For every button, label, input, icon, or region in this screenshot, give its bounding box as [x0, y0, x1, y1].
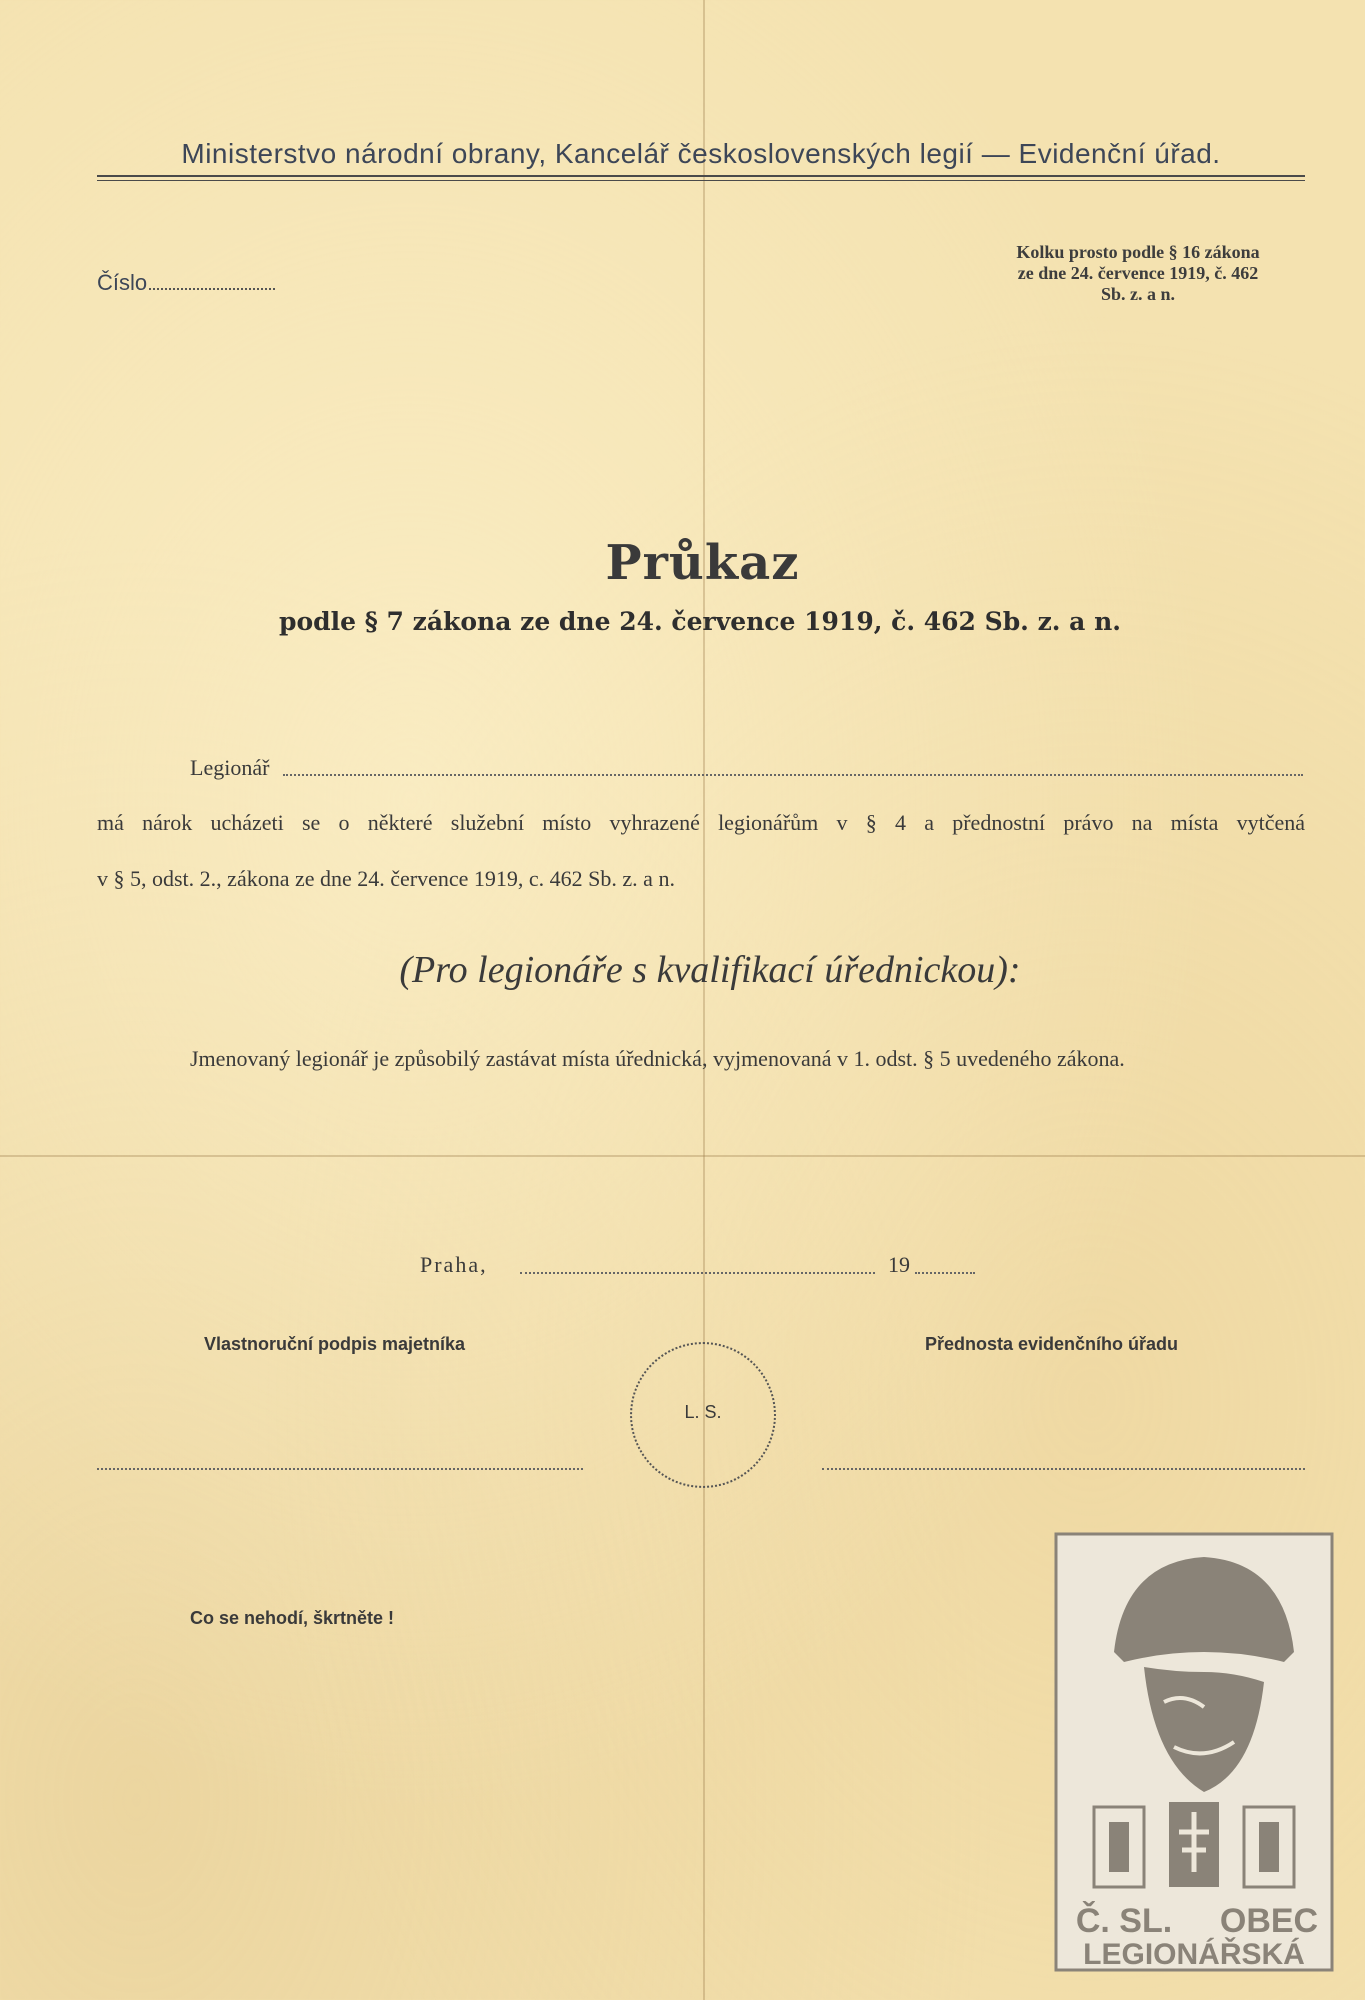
stamp-exemption-note [968, 242, 1308, 305]
owner-signature-label: Vlastnoruční podpis majetníka [204, 1334, 466, 1354]
stamp-note-line: Kolku prosto podle § 16 zákona [1016, 242, 1260, 262]
qualification-heading: (Pro legionáře s kvalifikací úřednickou): [399, 949, 1021, 991]
stamp-note-line: ze dne 24. července 1919, č. 462 [1017, 263, 1259, 283]
date-blank-line [520, 1272, 875, 1274]
document-title: Průkaz [605, 535, 800, 591]
qualification-text: Jmenovaný legionář je způsobilý zastávat místa úřednická, vyjmenovaná v 1. odst. § 5 uvedeného zákona. [190, 1046, 1125, 1071]
year-prefix: 19 [888, 1252, 910, 1277]
fold-crease-horizontal [0, 1155, 1365, 1157]
number-label: Číslo [97, 270, 148, 295]
number-field [97, 270, 275, 296]
legion-watermark-logo [1054, 1532, 1334, 1972]
legionar-blank-line [283, 774, 1303, 776]
strike-instruction: Co se nehodí, škrtněte ! [190, 1608, 395, 1628]
fold-crease-vertical [703, 0, 705, 2000]
header-rule-thin [97, 180, 1305, 181]
document-subtitle: podle § 7 zákona ze dne 24. července 1919, č. 462 Sb. z. a n. [279, 607, 1121, 636]
owner-signature-line [97, 1468, 583, 1470]
watermark-line3: LEGIONÁŘSKÁ [1083, 1938, 1305, 1971]
watermark-line2: OBEC [1219, 1902, 1319, 1940]
place-label: Praha, [420, 1252, 488, 1277]
year-blank-line [915, 1272, 975, 1274]
watermark-line1: Č. SL. [1075, 1902, 1173, 1940]
stamp-note-line: Sb. z. a n. [1100, 284, 1176, 304]
entitlement-paragraph: má nárok ucházeti se o některé služební místo vyhrazené legionářům v § 4 a přednostní právo na místa vytčená [97, 810, 1305, 835]
header-rule [97, 175, 1305, 177]
legionar-label: Legionář [190, 755, 270, 780]
number-blank-line [149, 270, 275, 290]
seal-label: L. S. [684, 1402, 722, 1422]
header-title: Ministerstvo národní obrany, Kancelář československých legií — Evidenční úřad. [181, 138, 1221, 169]
seal-placeholder [630, 1342, 776, 1488]
chief-signature-label: Přednosta evidenčního úřadu [925, 1334, 1179, 1354]
chief-signature-line [822, 1468, 1305, 1470]
entitlement-paragraph-cont: v § 5, odst. 2., zákona ze dne 24. července 1919, c. 462 Sb. z. a n. [97, 866, 675, 891]
